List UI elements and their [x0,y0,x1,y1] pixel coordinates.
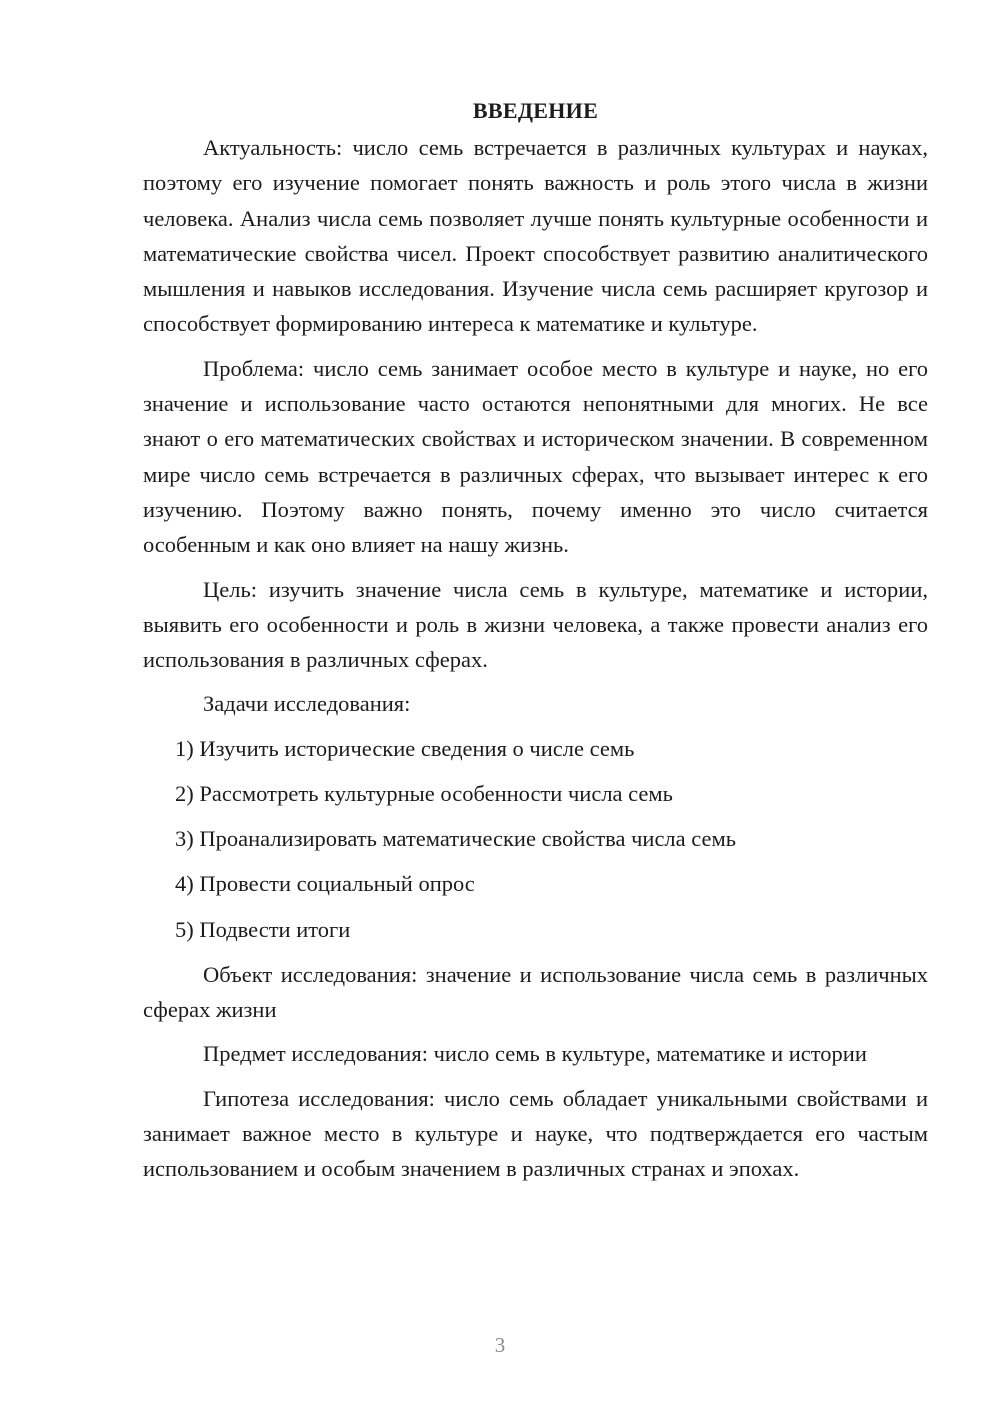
paragraph-goal: Цель: изучить значение числа семь в культуре, математике и истории, выявить его особенности и роль в жизни человека, а также провести анализ его использования в различных сферах. [143,576,928,673]
tasks-title: Задачи исследования: [203,691,411,717]
task-item: 5) Подвести итоги [175,916,351,942]
task-item: 2) Рассмотреть культурные особенности числа семь [175,780,673,806]
task-item: 4) Провести социальный опрос [175,871,475,897]
paragraph-relevance: Актуальность: число семь встречается в различных культурах и науках, поэтому его изучение помогает понять важность и роль этого числа в жизни человека. Анализ числа семь позволяет лучше понять культурные особенности и математические свойства чисел. Проект способствует развитию аналитического мышления и навыков исследования. Изучение числа семь расширяет кругозор и способствует формированию интереса к математике и культуре. [143,135,928,337]
task-item: 1) Изучить исторические сведения о числе семь [175,735,635,761]
paragraph-problem: Проблема: число семь занимает особое место в культуре и науке, но его значение и использование часто остаются непонятными для многих. Не все знают о его математических свойствах и историческом значении. В современном мире число семь встречается в различных сферах, что вызывает интерес к его изучению. Поэтому важно понять, почему именно это число считается особенным и как оно влияет на нашу жизнь. [143,355,928,558]
tasks-list [143,731,928,947]
page-number: 3 [494,1333,506,1357]
task-item: 3) Проанализировать математические свойства числа семь [175,826,737,852]
document-page [143,96,928,1195]
paragraph-subject: Предмет исследования: число семь в культуре, математике и истории [203,1041,867,1067]
section-heading: ВВЕДЕНИЕ [472,98,599,123]
paragraph-object: Объект исследования: значение и использование числа семь в различных сферах жизни [143,961,928,1022]
paragraph-hypothesis: Гипотеза исследования: число семь обладает уникальными свойствами и занимает важное место в культуре и науке, что подтверждается его частым использованием и особым значением в различных странах и эпохах. [143,1085,928,1182]
